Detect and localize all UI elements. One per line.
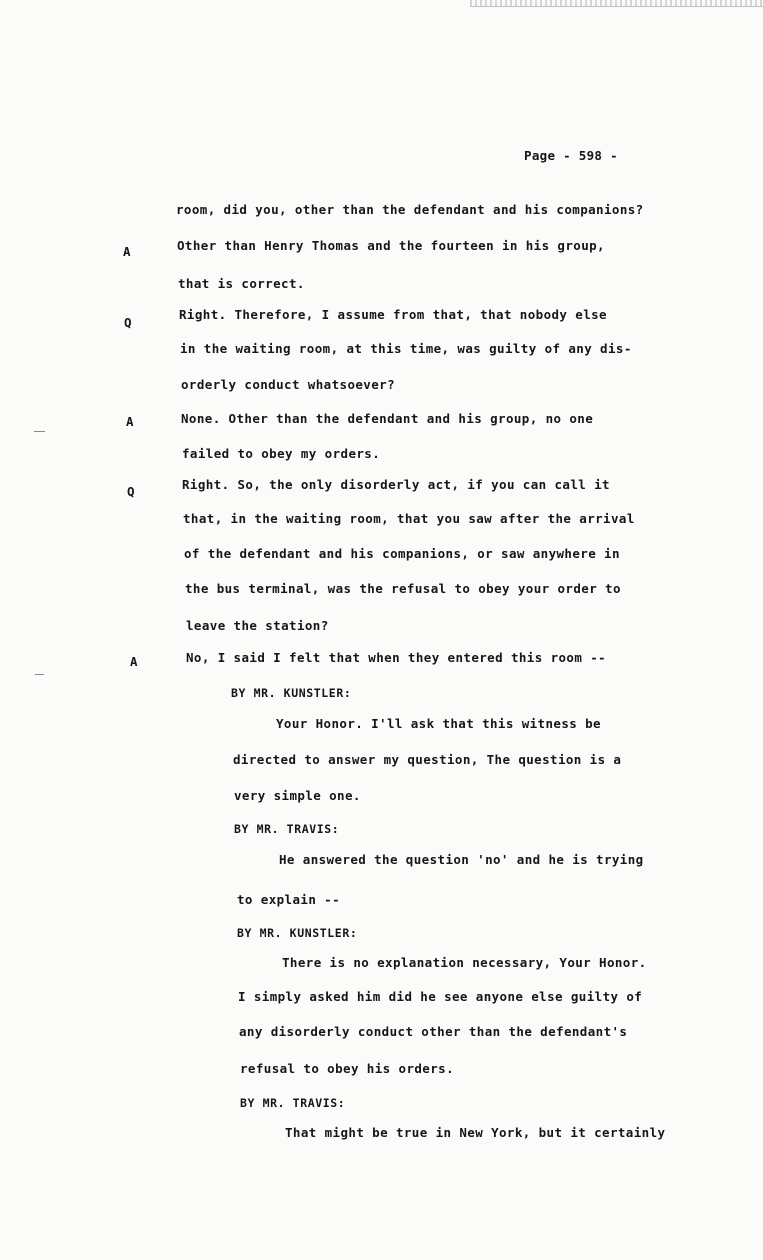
page-number-header: Page - 598 - [524, 148, 618, 163]
transcript-line: the bus terminal, was the refusal to obey your order to [185, 581, 621, 596]
transcript-line: refusal to obey his orders. [240, 1061, 454, 1076]
speaker-heading: BY MR. KUNSTLER: [237, 926, 358, 940]
answer-marker: A [130, 654, 138, 669]
transcript-line: of the defendant and his companions, or saw anywhere in [184, 546, 620, 561]
question-marker: Q [124, 315, 132, 330]
page-top-edge [470, 0, 763, 7]
transcript-line: Your Honor. I'll ask that this witness be [276, 716, 601, 731]
transcript-line: room, did you, other than the defendant and his companions? [176, 202, 644, 217]
transcript-line: Right. Therefore, I assume from that, that nobody else [179, 307, 607, 322]
transcript-line: Right. So, the only disorderly act, if you can call it [182, 477, 610, 492]
transcript-line: orderly conduct whatsoever? [181, 377, 395, 392]
transcript-line: That might be true in New York, but it certainly [285, 1125, 666, 1140]
speaker-heading: BY MR. KUNSTLER: [231, 686, 352, 700]
transcript-line: very simple one. [234, 788, 361, 803]
question-marker: Q [127, 484, 135, 499]
transcript-line: in the waiting room, at this time, was guilty of any dis- [180, 341, 632, 356]
answer-marker: A [126, 414, 134, 429]
transcript-line: any disorderly conduct other than the defendant's [239, 1024, 628, 1039]
transcript-line: No, I said I felt that when they entered this room -- [186, 650, 607, 665]
transcript-line: that, in the waiting room, that you saw after the arrival [183, 511, 635, 526]
transcript-line: that is correct. [178, 276, 305, 291]
speaker-heading: BY MR. TRAVIS: [234, 822, 340, 836]
transcript-line: There is no explanation necessary, Your Honor. [282, 955, 647, 970]
transcript-line: failed to obey my orders. [182, 446, 381, 461]
margin-mark [35, 674, 44, 675]
transcript-line: None. Other than the defendant and his group, no one [181, 411, 594, 426]
transcript-line: He answered the question 'no' and he is trying [279, 852, 644, 867]
transcript-line: directed to answer my question, The question is a [233, 752, 622, 767]
transcript-line: I simply asked him did he see anyone else guilty of [238, 989, 643, 1004]
transcript-line: Other than Henry Thomas and the fourteen in his group, [177, 238, 605, 253]
margin-mark [34, 431, 45, 432]
transcript-line: to explain -- [237, 892, 341, 907]
transcript-line: leave the station? [186, 618, 329, 633]
speaker-heading: BY MR. TRAVIS: [240, 1096, 346, 1110]
answer-marker: A [123, 244, 131, 259]
